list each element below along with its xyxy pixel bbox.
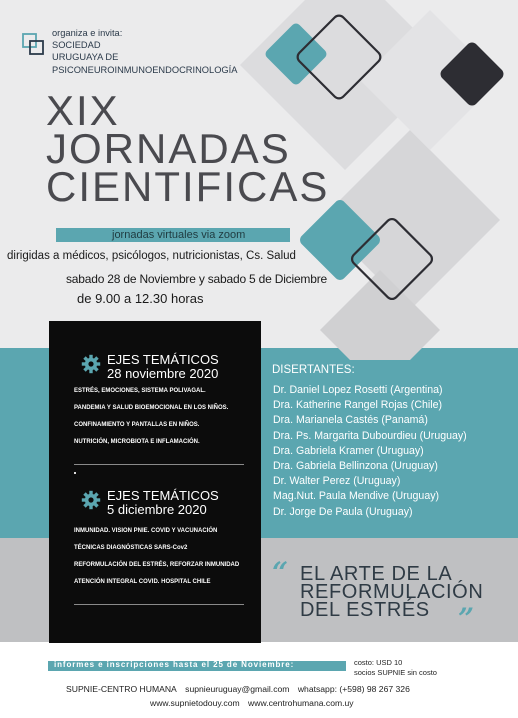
topics-date: 5 diciembre 2020 [107,502,207,517]
topics-list-1 [74,388,228,456]
list-item: TÉCNICAS DIAGNÓSTICAS SARS-Cov2 [74,545,188,551]
list-item: Dra. Katherine Rangel Rojas (Chile) [273,399,442,412]
list-item: Dra. Gabriela Bellinzona (Uruguay) [273,460,438,473]
list-item: NUTRICIÓN, MICROBIOTA E INFLAMACIÓN. [74,439,200,445]
organizer-block [52,27,237,76]
gear-icon [81,490,101,510]
audience-text: dirigidas a médicos, psicólogos, nutricionistas, Cs. Salud [7,250,296,262]
dates-text: sabado 28 de Noviembre y sabado 5 de Diciembre [66,272,327,286]
web-link[interactable]: www.supnietodouy.com [150,698,240,708]
title-line: XIX [46,87,120,134]
hours-text: de 9.00 a 12.30 horas [77,291,204,306]
list-item: INMUNIDAD. VISION PNIE. COVID Y VACUNACIÓN [74,528,218,534]
contact-whatsapp: whatsapp: (+598) 98 267 326 [297,684,410,694]
cost-line: socios SUPNIE sin costo [354,668,437,677]
page-title [46,87,330,210]
open-quote-mark: “ [272,556,289,589]
dot-mark [74,472,76,474]
info-text: informes e inscripciones hasta el 25 de Noviembre: [54,660,295,669]
list-item: Mag.Nut. Paula Mendive (Uruguay) [273,490,440,503]
close-quote-mark: ” [458,602,475,635]
quote-text [300,565,483,619]
topics-list-2 [74,528,239,596]
divider [74,464,244,465]
subtitle-text: jornadas virtuales via zoom [112,229,246,241]
title-line: JORNADAS [46,125,291,172]
cost-line: costo: USD 10 [354,658,403,667]
list-item: CONFINAMIENTO Y PANTALLAS EN NIÑOS. [74,422,200,428]
list-item: Dr. Jorge De Paula (Uruguay) [273,505,413,518]
info-bar [48,661,346,671]
list-item: Dra. Ps. Margarita Dubourdieu (Uruguay) [273,429,467,442]
logo-icon [22,33,44,55]
organizer-name-line: URUGUAYA DE [52,52,119,63]
list-item: ATENCIÓN INTEGRAL COVID. HOSPITAL CHILE [74,579,211,585]
topics-title: EJES TEMÁTICOS [107,352,219,367]
divider [74,604,244,605]
speakers-list [273,383,467,520]
web-link[interactable]: www.centrohumana.com.uy [248,698,354,708]
gear-icon [81,354,101,374]
organizer-name-line: SOCIEDAD [52,40,101,51]
quote-line: DEL ESTRÉS [300,599,430,621]
list-item: ESTRÉS, EMOCIONES, SISTEMA POLIVAGAL. [74,388,206,394]
organizer-name-line: PSICONEUROINMUNOENDOCRINOLOGÍA [52,64,238,75]
cost-block [354,658,437,678]
list-item: Dr. Daniel Lopez Rosetti (Argentina) [273,384,443,396]
list-item: Dra. Gabriela Kramer (Uruguay) [273,444,424,457]
list-item: REFORMULACIÓN DEL ESTRÉS, REFORZAR INMUNIDAD [74,562,240,568]
speakers-title: DISERTANTES: [272,364,355,376]
quote-line: EL ARTE DE LA [300,563,453,585]
organizer-intro: organiza e invita: [52,28,123,38]
quote-line: REFORMULACIÓN [300,581,484,603]
title-line: CIENTIFICAS [46,163,330,210]
web-links [150,698,360,708]
contact-line [66,684,416,694]
topics-title: EJES TEMÁTICOS [107,488,219,503]
topics-panel [49,321,261,643]
topics-date: 28 noviembre 2020 [107,366,219,381]
list-item: PANDEMIA Y SALUD BIOEMOCIONAL EN LOS NIÑOS. [74,405,229,411]
topics-header-1 [81,353,219,381]
subtitle-bar [56,228,290,242]
list-item: Dra. Marianela Castés (Panamá) [273,414,428,427]
topics-header-2 [81,489,219,517]
list-item: Dr. Walter Perez (Uruguay) [273,475,401,488]
contact-email[interactable]: supnieuruguay@gmail.com [185,684,290,694]
contact-org: SUPNIE-CENTRO HUMANA [66,684,177,694]
